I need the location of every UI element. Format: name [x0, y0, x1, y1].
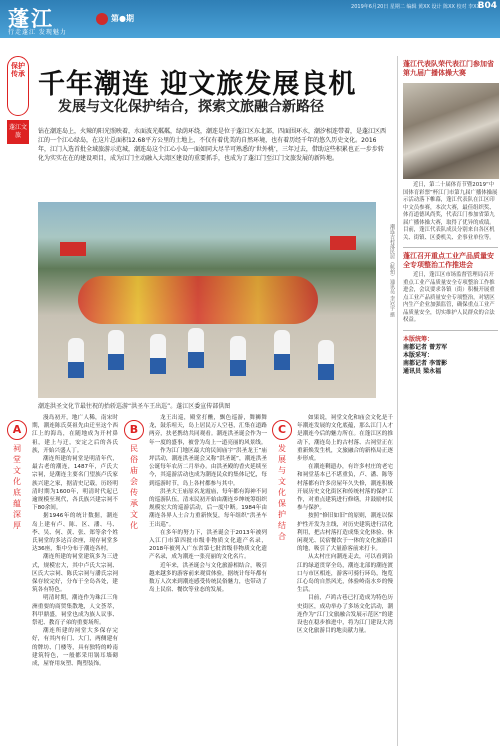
- paragraph: 潮连所建的祠堂大多保存完好，有其内有门、大门，两侧建有的牌坊、门楼等，具有独特的岭南建筑特色，一般都采用锅耳墙砌成，屋脊用灰塑、陶塑装饰。: [32, 628, 118, 668]
- credit-line: 南都记者 李雪影: [403, 359, 448, 367]
- sidebar-photo: [403, 83, 499, 179]
- credit-line: 通讯员 梁永福: [403, 367, 442, 375]
- section-label: 第●期: [111, 14, 134, 23]
- news-sidebar: [397, 56, 498, 746]
- headline: 千年潮连 迎文旅发展良机: [38, 69, 357, 100]
- paragraph: 潮连所建的祠堂是明清年代，最古老的潮连，1487年，卢氏大宗祠，是潮连主要名门望族卢氏家族兴建之家，据清史记载，历经明清时期为1600年，明清时代起已逾规模至现代，各氏族兴建宗祠不下80余间。: [32, 456, 118, 512]
- subheadline: 发展与文化保护结合，探索文旅融合新路径: [58, 99, 324, 115]
- ribbon-dot-icon: [96, 13, 108, 25]
- parade-figure: [68, 338, 84, 378]
- paragraph: 作为江门地区最大的民间庙宇“洪圣龙王”庙坪活动，潮连洪圣诞会又称“洪圣诞”，潮连洪圣公诞每年农历二月举办。由洪圣殿的香火延续至今，其巡游活动也成为潮连民众的集体记忆，每到巡游时节，岛上各村都参与其中。: [149, 447, 267, 487]
- masthead-title: 蓬江: [8, 6, 54, 31]
- credits-heading: 本版统筹：: [403, 335, 434, 343]
- lead-paragraph: 钻在潮连岛上，火辣的阳光照映着，水面波光粼粼，绿荫环绕，潮连是位于蓬江区东北部，四面围环水，潮汐相连带着，是蓬江区西江的一个江心绿岛，在这片总面积12.68平方公里的土地上，不仅有着优美的自然环境，也有着历经千年的悠久历史文化。2016年，江门入选首批全域旅游示范城，潮连岛这个江心小岛一面如同大尽半可熟悉的‘世外桃’，三年过去，借助这些积累也正一步步转化为实实在在的建设项目，成为江门主动融入大湾区建设的重要抓手，也成为了蓬江门至江门文旅发展的新阵地。: [38, 128, 387, 162]
- topic-tag: [4, 56, 34, 178]
- section-b-label: [123, 420, 145, 531]
- sidebar-news-title: 蓬江召开重点工业产品质量安全专项整治工作推进会: [403, 252, 494, 269]
- masthead: [0, 0, 500, 38]
- divider: [403, 247, 498, 248]
- red-flag: [60, 242, 86, 256]
- parade-figure: [318, 340, 334, 380]
- section-c-body: [297, 414, 393, 746]
- topic-tag-label: 蓬江文旅: [7, 120, 29, 144]
- paragraph: 近年来，洪圣诞会与文化旅游相结合，吸引越来越多的游客前来观赏体验，据统计每年都有数万人次来到潮连感受传统民俗魅力，也带动了岛上民宿、餐饮等业态的发展。: [149, 562, 267, 594]
- paragraph: 据1946年的统计数据，潮连岛上建有卢、陈、区、潘、马、李、吴、何、黄、张、郑等余个姓氏祠堂的多达百余座，现存祠堂多达36座，集中分布于潮连各村。: [32, 513, 118, 553]
- sidebar-news-title: 蓬江代表队荣代表江门参加省第九届广播体操大赛: [403, 60, 494, 77]
- credit-line: 本版采写：: [403, 351, 434, 359]
- paragraph: 潮连所建的祠堂建筑多为三进式，规模宏大，其中卢氏大宗祠、区氏大宗祠、陈氏宗祠与潘氏宗祠保存较完好，分布于全岛各处，建筑各有特色。: [32, 554, 118, 594]
- paragraph: 按照“修旧如旧”的原则，潮连以保护性开发为主线，对历史建筑进行活化利用，把古村落打造成集文化体验、休闲观光、民宿餐饮于一体的文化旅游目的地，吸引了大量游客前来打卡。: [297, 513, 393, 553]
- masthead-slogan: 行走蓬江 发现魅力: [8, 29, 67, 36]
- paragraph: 龙王出巡，殿堂打醮，飘色巡游，舞狮舞龙，鼓乐喧天，岛上居民万人空巷，汇集在道路两旁，扶老携幼共同观看。潮连洪圣诞会作为一年一度的盛事，被誉为岛上一道亮丽的风景线。: [149, 415, 267, 446]
- issue-meta: 2019年6月20日 星期二 编辑 黄XX 设计 陈XX 校对 李XX: [351, 4, 480, 10]
- paragraph: 目前，卢鸿古巷已打造成为特色历史街区，成功举办了多场文化活动，潮连作为“江门文旅融合发展示范区”的建设也在稳步推进中，将为江门建设大湾区文化旅游目的地贡献力量。: [297, 595, 393, 635]
- paragraph: 在多年的努力下，洪圣诞会于2013年被列入江门市第四批市级非物质文化遗产名录，2018年被列入广东省第七批省级非物质文化遗产名录，成为潮连一张亮丽的文化名片。: [149, 529, 267, 561]
- section-a-label: [6, 420, 28, 531]
- topic-tag-circle: 保护传承: [7, 56, 29, 116]
- parade-figure: [274, 330, 290, 370]
- side-photo-caption: 潮连古村落民居（航拍）通讯员 李冠宇 摄: [389, 224, 395, 318]
- parade-figure: [108, 330, 124, 370]
- section-b-title: 民 俗 庙 会 传 承 文 化: [130, 444, 138, 530]
- section-c-letter: C: [272, 420, 292, 440]
- section-c-title: 发 展 与 文 化 保 护 结 合: [278, 444, 286, 541]
- paragraph: 明清时期，潮连作为珠江三角洲重要的商贸集散地，人文荟萃，科甲鼎盛，祠堂也成为族人议事、祭祀、教育子弟的重要场所。: [32, 595, 118, 627]
- sidebar-news-body: 近日，第二十届体育节暨2019“中国体育彩票”杯江门市第九届广播体操展示活动落下帷幕，蓬江代表队在江区印中文员参赛，本次大赛，最佳组织奖、体育道德风尚奖，代表江门参加省第九届广播体操大赛，取得了优异的成绩。目前，蓬江代表队成员分别来自各区机关、街镇、区委机关、企事业单位等。: [403, 182, 498, 241]
- section-b-letter: B: [124, 420, 144, 440]
- paragraph: 如果说，祠堂文化和庙会文化是千年潮连发展的文化底蕴，那么江门人才是潮连今后的魅力所在。在蓬江区的推动下，潮连岛上的古村落、古祠堂正在重新焕发生机，文旅融合的新格局正逐步形成。: [297, 415, 393, 463]
- section-a-title: 祠 堂 文 化 底 蕴 深 厚: [13, 444, 21, 530]
- sidebar-news-body: 近日，蓬江区市场监督管理局召开重点工业产品质量安全专项整治工作推进会，会议要求各镇（街）积极开展重点工业产品质量安全专项整治，对辖区内生产企业加强监管，确保重点工业产品质量安全，切实维护人民群众的合法权益。: [403, 272, 495, 323]
- parade-figure: [230, 336, 246, 376]
- parade-figure: [188, 328, 204, 368]
- page-number: B04: [477, 1, 497, 11]
- paragraph: 漫岛初开，地广人稀，南宋时期，潮连陈氏莫祖先由迁至这个西江上的海岛，在随地成为开村鼻祖，建上与迁，安定之后的各氏族，开始兴盛人丁。: [32, 415, 118, 454]
- section-b-body: [149, 414, 267, 746]
- parade-figure: [150, 334, 166, 374]
- section-ribbon: [96, 8, 156, 30]
- section-a-letter: A: [7, 420, 27, 440]
- divider: [403, 330, 498, 331]
- red-flag: [330, 236, 356, 250]
- festival-photo: [38, 202, 376, 398]
- photo-caption: 潮连洪圣文化节最往祝的抬轿巡游“洪圣车王出巡”。蓬江区委宣传部供图: [38, 403, 231, 410]
- paragraph: 从太村庄向潮连走去，可以看到沿江的绿道贯穿全岛，潮连北部的潮连渡口与市区相连，游客可骑行环岛，饱览江心岛的自然风光，体验岭南水乡的慢生活。: [297, 554, 393, 594]
- credits: [403, 336, 498, 376]
- dragon-float: [78, 276, 318, 324]
- section-a-body: [32, 414, 118, 746]
- paragraph: 在潮连剩遗办，有许多村庄的老宅和祠堂基本已不堪重负，卢、潘、陈等村落都有许多房屋年久失修，潮连积极开展历史文化街区和传统村落的保护工作，对重点建筑进行修缮，并鼓励村民参与保护。: [297, 464, 393, 512]
- section-c-label: [271, 420, 293, 542]
- paragraph: 洪圣大王庙原名龙霞庙，每年都有海神不同的巡游队伍，清末民初开始由潮连乡绅统筹组织规模宏大的巡游活动，后一度中断。1984年由潮连各界人士合力重新恢复，每年组织“洪圣车王出巡”。: [149, 488, 267, 528]
- credit-line: 南都记者 曾芳军: [403, 343, 448, 351]
